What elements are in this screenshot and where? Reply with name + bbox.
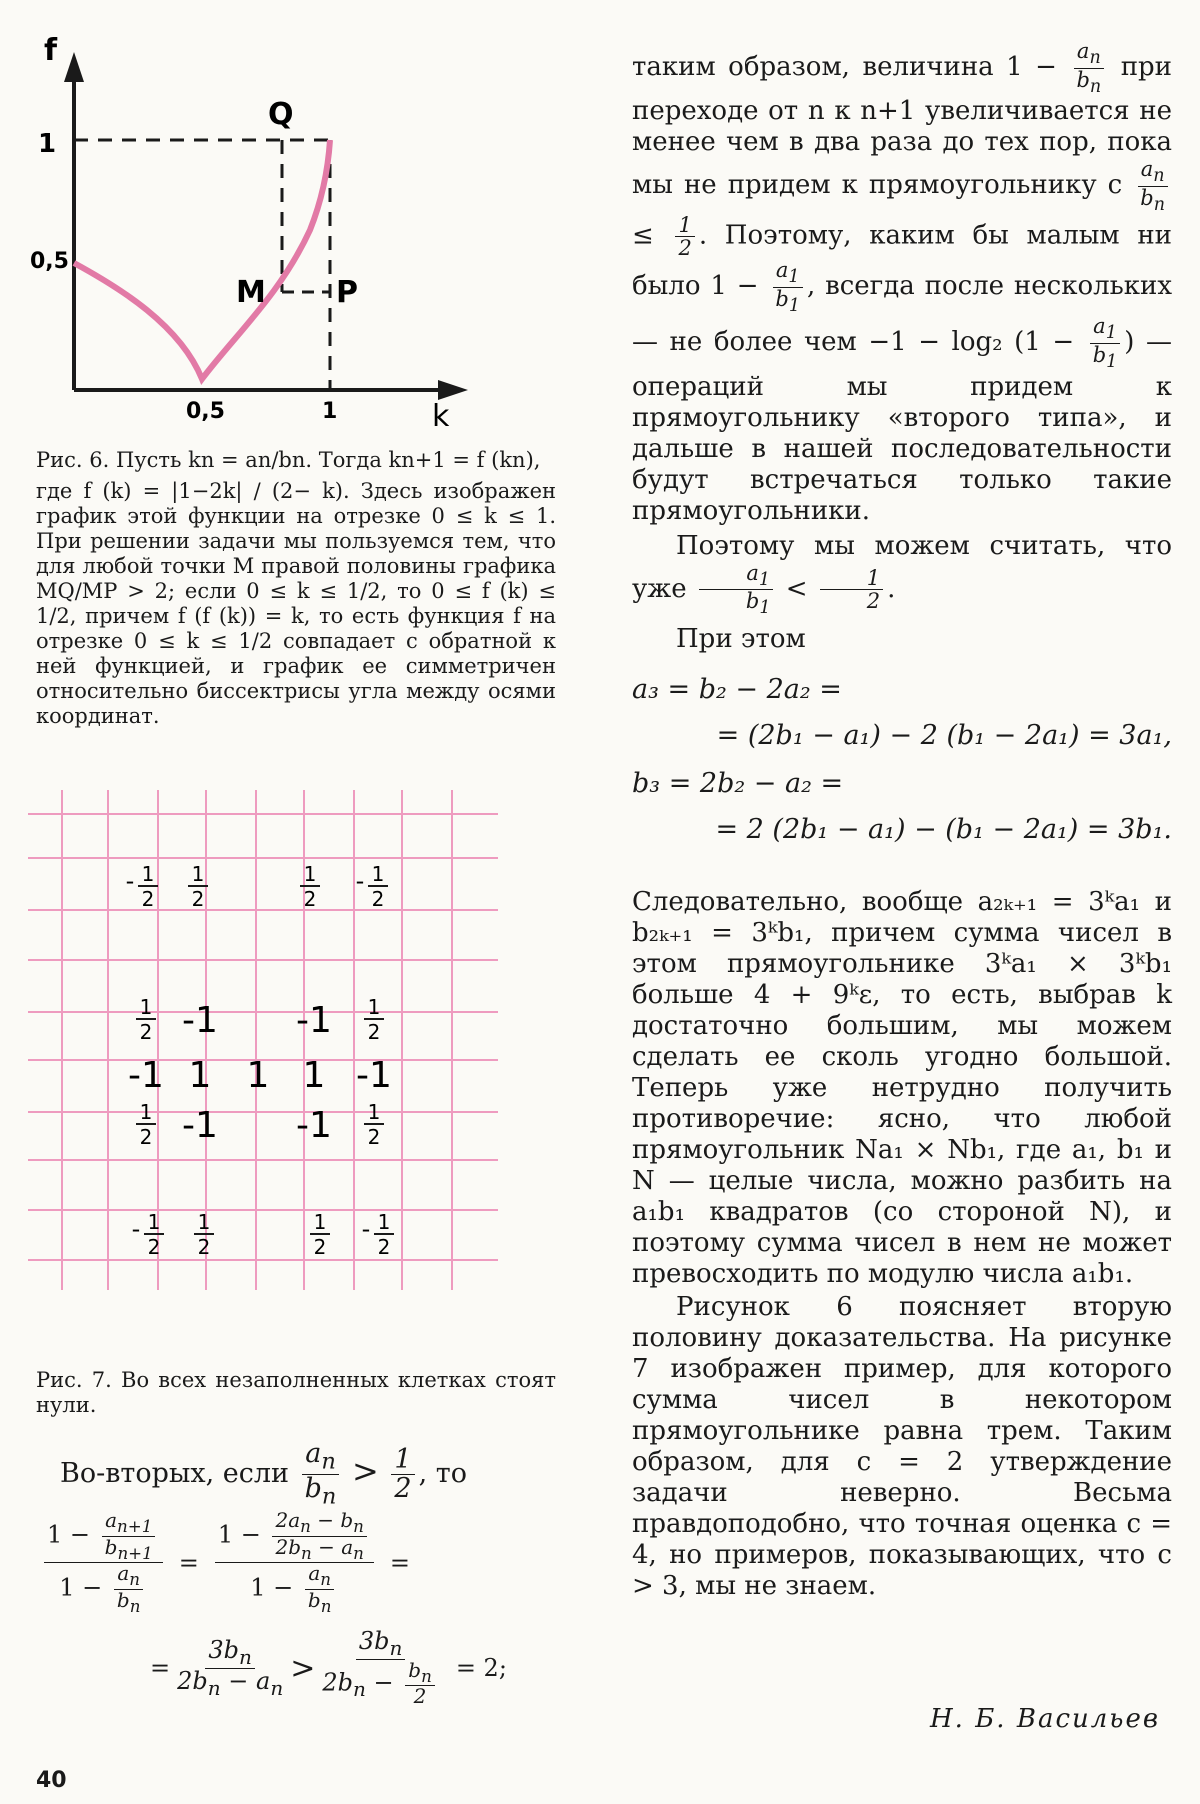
- grid-cell-value: [310, 1210, 330, 1259]
- grid-cell-value: [296, 1000, 332, 1041]
- svg-text:-: -: [125, 867, 135, 895]
- grid-cell-value: [194, 1210, 214, 1259]
- equations-block: [632, 673, 1172, 847]
- grid-cell-value: [364, 1100, 384, 1149]
- svg-text:2: 2: [377, 1235, 391, 1259]
- paragraph-3: При этом: [676, 623, 806, 654]
- eq2-line-b: = 2 (2b₁ − a₁) − (b₁ − 2a₁) = 3b₁.: [715, 813, 1172, 845]
- figure-7-caption-wrap: [36, 1368, 556, 1418]
- point-M-label: M: [236, 275, 266, 310]
- svg-text:2: 2: [147, 1235, 161, 1259]
- frac-an-bn: $\frac{a_n}{b_n}$: [302, 1440, 340, 1509]
- eq1-line-b: = (2b₁ − a₁) − 2 (b₁ − 2a₁) = 3a₁,: [716, 719, 1172, 751]
- paragraph-1: таким образом, величина 1 − $\frac{a_n}{b_n}$ при переходе от n к n+1 увеличивается не менее чем в два раза до тех пор, пока мы не придем к прямоугольнику с $\frac{a_n}{b_n}$ ≤ $\frac{1}{2}$ . Поэтому, каким бы малым ни было 1 − $\frac{a_1}{b_1}$ , всегда после нескольких — не более чем −1 − log₂ (1 − $\frac{a_1}{b_1}$ ) — операций мы придем к прямоугольнику «второго типа», и дальше в нашей последовательности будут встречаться только такие прямоугольники.: [632, 39, 1173, 526]
- svg-text:2: 2: [313, 1235, 327, 1259]
- svg-text:-1: -1: [128, 1055, 164, 1096]
- figure-6-caption-body: где f (k) = |1−2k| / (2− k). Здесь изображен график этой функции на отрезке 0 ≤ k ≤ 1. При решении задачи мы пользуемся тем, что для любой точки M правой половины графика MQ/MP > 2; если 0 ≤ k ≤ 1/2, то 0 ≤ f (k) ≤ 1/2, причем f (f (k)) = k, то есть функция f на отрезке 0 ≤ k ≤ 1/2 совпадает с обратной к ней функцией, и график ее симметричен относительно биссектрисы угла между осями координат.: [36, 479, 556, 728]
- grid-cell-value: [364, 995, 384, 1044]
- paragraph-5: Рисунок 6 поясняет вторую половину доказательства. На рисунке 7 изображен пример, для которого сумма чисел в некотором прямоугольнике равна трем. Таким образом, для c = 2 утверждение задачи неверно. Весьма правдоподобно, что точная оценка c = 4, но примеров, показывающих, что c > 3, мы не знаем.: [632, 1291, 1172, 1601]
- axis-f-label: f: [44, 33, 58, 68]
- author-signature: Н. Б. Васильев: [930, 1704, 1160, 1734]
- svg-text:1: 1: [141, 862, 155, 886]
- figure-7-caption: Рис. 7. Во всех незаполненных клетках стоят нули.: [36, 1368, 556, 1417]
- svg-text:2: 2: [303, 887, 317, 911]
- svg-text:-: -: [131, 1215, 141, 1243]
- derivation-line2: = $\frac{3b_n}{2b_n - a_n}$ > $3b_n$ $2b_n$ − $\frac{b_n}{2}$ = 2;: [150, 1627, 507, 1709]
- grid-cell-value: [303, 1055, 326, 1096]
- grid-cell-value: [362, 1210, 394, 1259]
- grid-cell-value: [300, 862, 320, 911]
- derivation-line1: 1 − $\frac{a_{n+1}}{b_{n+1}}$ 1 − $\frac{a_n}{b_n}$ = 1 − $\frac{2a_n - b_n}{2b_n - a_n}$ 1 − $\frac{a_n}{b_n}$ =: [40, 1510, 580, 1615]
- tick-label-k05: 0,5: [186, 399, 225, 424]
- svg-text:1: 1: [139, 1100, 153, 1124]
- figure-6-caption-line1: Рис. 6. Пусть kn = an/bn. Тогда kn+1 = f (kn),: [36, 448, 541, 472]
- grid-cell-value: [247, 1055, 270, 1096]
- svg-text:1: 1: [246, 1055, 270, 1096]
- tick-label-f1: 1: [38, 129, 57, 159]
- svg-text:1: 1: [191, 862, 205, 886]
- svg-text:1: 1: [302, 1055, 326, 1096]
- svg-text:1: 1: [147, 1210, 161, 1234]
- point-Q-label: Q: [268, 97, 294, 132]
- frac-one-half: $\frac{1}{2}$: [391, 1446, 414, 1504]
- p1-part-d: , всегда после нескольких — не более чем −1 − log₂ (1 −: [632, 271, 1173, 358]
- p1-part-a: таким образом, величина 1 −: [632, 52, 1057, 83]
- svg-text:-: -: [355, 867, 365, 895]
- paragraph-2: Поэтому мы можем считать, что уже $\frac{a_1}{b_1}$ < $\frac{1}{2}$ .: [632, 530, 1172, 619]
- svg-text:1: 1: [377, 1210, 391, 1234]
- svg-text:1: 1: [303, 862, 317, 886]
- grid-cell-value: [126, 862, 158, 911]
- p1-part-c: . Поэтому, каким бы малым ни было 1 −: [632, 220, 1172, 302]
- svg-text:-1: -1: [296, 1000, 332, 1041]
- svg-text:-: -: [361, 1215, 371, 1243]
- grid-cell-value: [189, 1055, 212, 1096]
- k-axis-arrow: [438, 380, 468, 400]
- grid-cell-value: [182, 1105, 218, 1146]
- svg-text:-1: -1: [182, 1000, 218, 1041]
- f-axis-arrow: [64, 52, 84, 82]
- axis-k-label: k: [432, 399, 450, 434]
- inequality-derivation: [40, 1510, 580, 1707]
- grid-cell-value: [356, 1055, 392, 1096]
- svg-text:2: 2: [367, 1020, 381, 1044]
- right-column: [632, 40, 1172, 1602]
- svg-text:1: 1: [313, 1210, 327, 1234]
- figure-6-caption: [36, 448, 556, 729]
- p2-text: Поэтому мы можем считать, что уже: [632, 530, 1172, 604]
- eq1-line-a: a₃ = b₂ − 2a₂ =: [632, 673, 842, 705]
- svg-text:-1: -1: [182, 1105, 218, 1146]
- svg-text:1: 1: [188, 1055, 212, 1096]
- vo-vtoryh-line: Во-вторых, если $\frac{a_n}{b_n}$ > $\frac{1}{2}$ , то: [60, 1438, 467, 1510]
- svg-text:1: 1: [367, 995, 381, 1019]
- svg-text:2: 2: [197, 1235, 211, 1259]
- svg-text:1: 1: [367, 1100, 381, 1124]
- svg-text:1: 1: [139, 995, 153, 1019]
- equals-two: = 2;: [455, 1654, 507, 1683]
- grid-cell-value: [182, 1000, 218, 1041]
- paragraph-4: Следовательно, вообще a₂ₖ₊₁ = 3ᵏa₁ и b₂ₖ₊₁ = 3ᵏb₁, причем сумма чисел в этом прямоугольнике 3ᵏa₁ × 3ᵏb₁ больше 4 + 9ᵏε, то есть, выбрав k достаточно большим, мы можем сделать ее сколь угодно большой. Теперь уже нетрудно получить противоречие: ясно, что любой прямоугольник Na₁ × Nb₁, где a₁, b₁ и N — целые числа, можно разбить на a₁b₁ квадратов (со стороной N), и поэтому сумма чисел в нем не может превосходить по модулю числа a₁b₁.: [632, 886, 1172, 1289]
- grid-cell-value: [136, 995, 156, 1044]
- tick-label-f05: 0,5: [30, 249, 69, 274]
- svg-text:1: 1: [371, 862, 385, 886]
- grid-cell-value: [128, 1055, 164, 1096]
- grid-cell-value: [296, 1105, 332, 1146]
- svg-text:1: 1: [197, 1210, 211, 1234]
- svg-text:2: 2: [367, 1125, 381, 1149]
- svg-text:2: 2: [141, 887, 155, 911]
- figure-6-graph: [30, 30, 480, 440]
- p1-part-e: ) — операций мы придем к прямоугольнику «второго типа», и дальше в нашей последовательности будут встречаться только такие прямоугольники.: [632, 327, 1172, 526]
- point-P-label: P: [336, 275, 358, 310]
- function-curve: [74, 140, 330, 379]
- grid-cell-value: [356, 862, 388, 911]
- vo-vtoryh-text: Во-вторых, если: [60, 1458, 290, 1490]
- tick-label-k1: 1: [322, 399, 338, 424]
- eq2-line-a: b₃ = 2b₂ − a₂ =: [632, 767, 844, 799]
- figure-7-grid: [28, 790, 498, 1330]
- svg-text:-1: -1: [356, 1055, 392, 1096]
- to-text: , то: [418, 1458, 467, 1490]
- grid-cell-value: [136, 1100, 156, 1149]
- p1-part-b: при переходе от n к n+1 увеличивается не менее чем в два раза до тех пор, пока мы не придем к прямоугольнику с: [632, 52, 1173, 201]
- svg-text:2: 2: [139, 1020, 153, 1044]
- grid-lines: [28, 790, 498, 1290]
- page-number: 40: [36, 1768, 67, 1793]
- grid-cell-value: [132, 1210, 164, 1259]
- svg-text:2: 2: [191, 887, 205, 911]
- svg-text:2: 2: [371, 887, 385, 911]
- svg-text:-1: -1: [296, 1105, 332, 1146]
- svg-text:2: 2: [139, 1125, 153, 1149]
